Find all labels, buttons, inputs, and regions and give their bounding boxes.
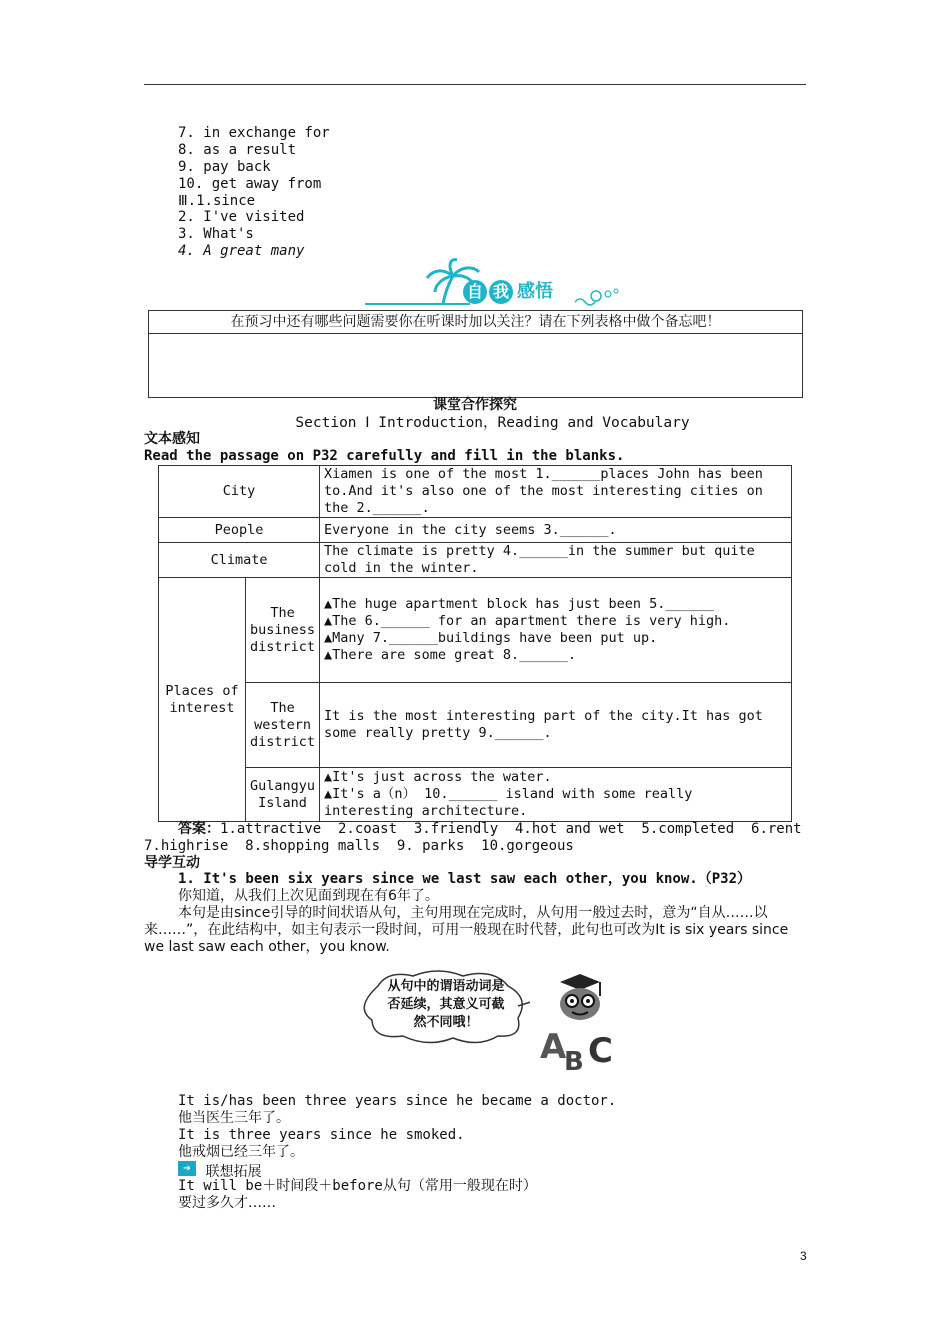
arrow-icon: ➔ — [178, 1161, 196, 1176]
answer-line: 10. get away from — [178, 176, 322, 192]
example-cn: 他当医生三年了。 — [178, 1110, 290, 1126]
answer-line: 7. in exchange for — [178, 125, 330, 141]
sub-label: The western district — [246, 683, 320, 768]
header-rule — [144, 84, 806, 85]
row-label: Places of interest — [159, 578, 246, 822]
pattern-cn: 要过多久才…… — [178, 1195, 276, 1211]
answer-key-line — [178, 821, 802, 838]
svg-text:C: C — [588, 1031, 613, 1071]
key-sentence: 1. It's been six years since we last saw each other，you know.（P32） — [178, 871, 752, 887]
banner-char-circle: 自 — [463, 280, 487, 304]
answer-key-values: 1.attractive 2.coast 3.friendly 4.hot and wet 5.completed 6.rent — [220, 821, 802, 837]
banner-title: 感悟 — [517, 281, 553, 302]
teacher-abc-icon — [538, 970, 620, 1085]
row-label: Climate — [159, 543, 320, 578]
self-reflection-banner — [365, 258, 625, 308]
row-text — [320, 768, 792, 822]
answer-line: 8. as a result — [178, 142, 297, 158]
subheading: 文本感知 — [144, 431, 200, 447]
bullet-line: ▲It's just across the water. — [324, 769, 552, 785]
fill-blanks-table — [158, 465, 792, 822]
row-text: Everyone in the city seems 3.______. — [320, 518, 792, 543]
svg-text:B: B — [564, 1047, 584, 1077]
row-text: Xiamen is one of the most 1.______places John has been to.And it's also one of the most interesting cities on the 2.______. — [320, 466, 792, 518]
example-cn: 他戒烟已经三年了。 — [178, 1144, 304, 1160]
answer-key-line: 7.highrise 8.shopping malls 9. parks 10.gorgeous — [144, 838, 574, 854]
example-en: It is three years since he smoked. — [178, 1127, 465, 1143]
section-heading-cn: 课堂合作探究 — [433, 397, 517, 413]
row-label: City — [159, 466, 320, 518]
answer-line: 2. I've visited — [178, 209, 305, 225]
bullet-line: ▲The 6.______ for an apartment there is very high. — [324, 613, 731, 629]
sub-label: The business district — [246, 578, 320, 683]
expand-label: 联想拓展 — [205, 1164, 262, 1180]
example-en: It is/has been three years since he became a doctor. — [178, 1093, 617, 1109]
bubble-text: 从句中的谓语动词是否延续，其意义可截然不同哦！ — [387, 979, 505, 1030]
speech-bubble — [358, 968, 530, 1048]
sub-label: Gulangyu Island — [246, 768, 320, 822]
pattern: It will be＋时间段＋before从句（常用一般现在时） — [178, 1178, 537, 1194]
answer-key-label: 答案： — [178, 821, 220, 837]
row-label: People — [159, 518, 320, 543]
bullet-line: ▲The huge apartment block has just been 5.______ — [324, 596, 715, 612]
row-text — [320, 578, 792, 683]
section-title: Section Ⅰ Introduction，Reading and Vocabulary — [295, 415, 690, 431]
guide-heading: 导学互动 — [144, 855, 200, 871]
page-number: 3 — [800, 1249, 807, 1263]
row-text: It is the most interesting part of the city.It has got some really pretty 9.______. — [320, 683, 792, 768]
row-text: The climate is pretty 4.______in the summer but quite cold in the winter. — [320, 543, 792, 578]
bullet-line: ▲Many 7.______buildings have been put up. — [324, 630, 658, 646]
bullet-line: ▲It's a（n） 10.______ island with some really interesting architecture. — [324, 786, 693, 819]
banner-char-circle: 我 — [489, 280, 513, 304]
expand-row — [178, 1161, 262, 1178]
memo-prompt: 在预习中还有哪些问题需要你在听课时加以关注？请在下列表格中做个备忘吧！ — [149, 311, 802, 334]
answer-line: 3. What's — [178, 226, 254, 242]
instruction: Read the passage on P32 carefully and fill in the blanks. — [144, 448, 625, 464]
bullet-line: ▲There are some great 8.______. — [324, 647, 576, 663]
translation: 你知道，从我们上次见面到现在有6年了。 — [178, 888, 439, 904]
answer-line: Ⅲ.1.since — [178, 193, 256, 209]
answer-line: 4. A great many — [178, 243, 305, 259]
answer-line: 9. pay back — [178, 159, 271, 175]
memo-table — [148, 310, 803, 398]
explanation: 本句是由since引导的时间状语从句，主句用现在完成时，从句用一般过去时，意为“自从……以来……”，在此结构中，如主句表示一段时间，可用一般现在时代替，此句也可改为It is six years since we last saw each other，you know. — [144, 905, 789, 955]
memo-input-area[interactable] — [149, 334, 802, 397]
svg-text:A: A — [540, 1027, 567, 1067]
